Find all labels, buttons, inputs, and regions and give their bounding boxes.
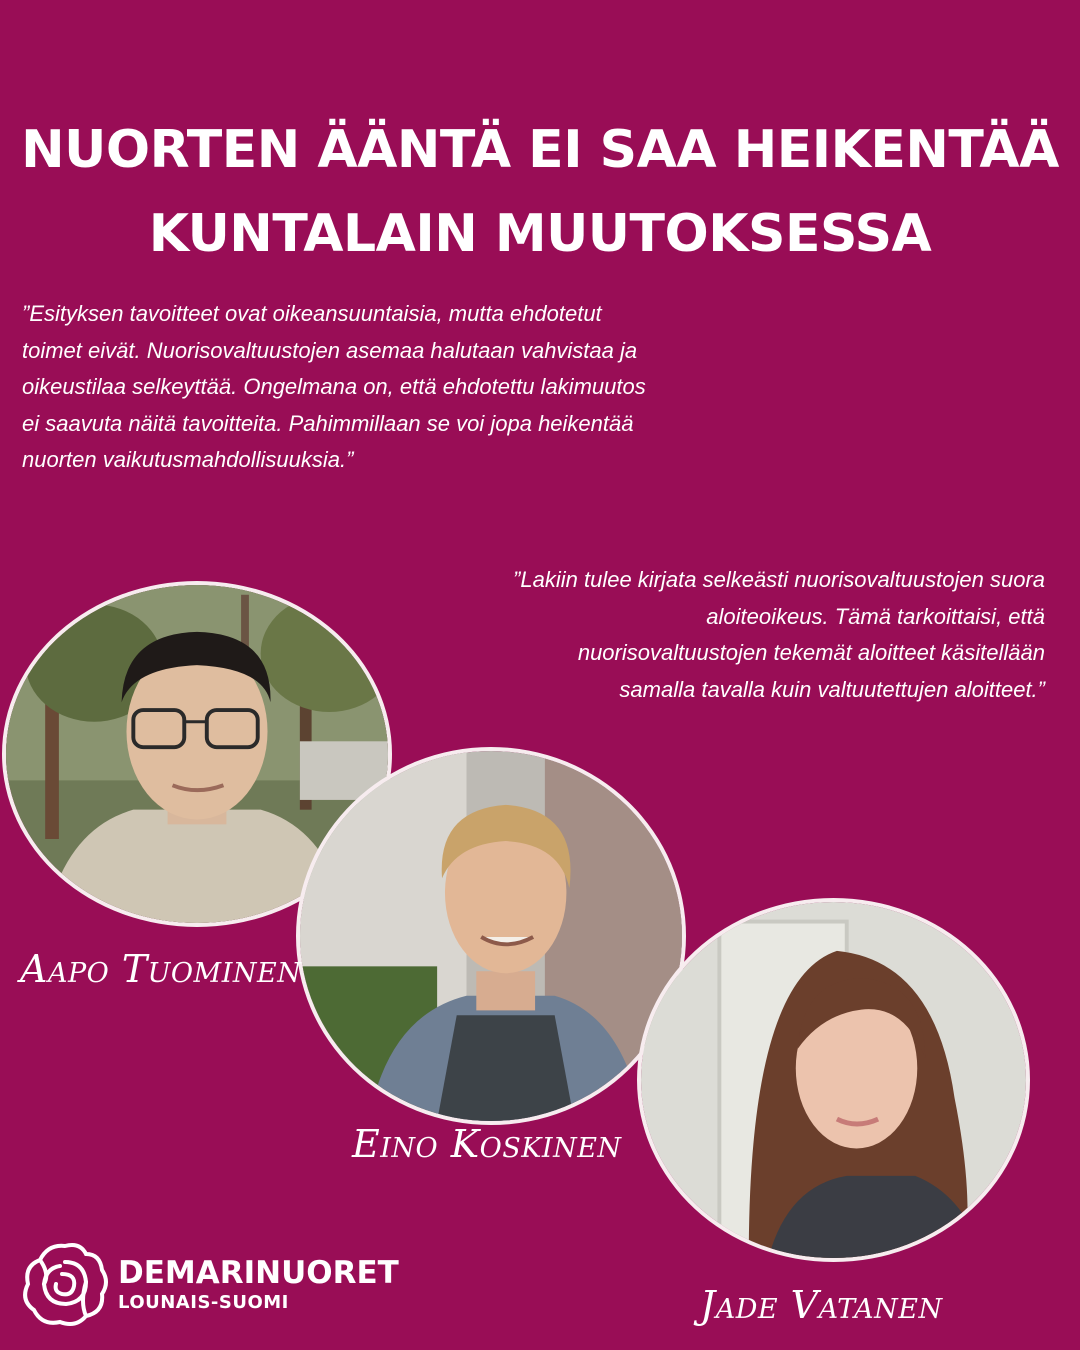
person-name: Eino Koskinen	[352, 1122, 622, 1166]
quote-2	[300, 562, 1045, 708]
organization	[118, 1255, 399, 1315]
portrait-photo-2	[296, 747, 686, 1125]
quote-1-line: oikeustilaa selkeyttää. Ongelmana on, että ehdotettu lakimuutos	[22, 374, 646, 399]
headline-line-2: KUNTALAIN MUUTOKSESSA	[148, 204, 932, 264]
quote-2-line: nuorisovaltuustojen tekemät aloitteet käsitellään	[577, 640, 1045, 665]
quote-1-line: ei saavuta näitä tavoitteita. Pahimmillaan se voi jopa heikentää	[22, 410, 634, 436]
headline	[0, 108, 1080, 276]
organization-name: DEMARINUORET	[118, 1255, 399, 1291]
organization-region: LOUNAIS-SUOMI	[118, 1292, 289, 1313]
quote-2-line: samalla tavalla kuin valtuutettujen aloitteet.”	[619, 676, 1045, 702]
quote-1-line: toimet eivät. Nuorisovaltuustojen asemaa halutaan vahvistaa ja	[22, 337, 638, 363]
person-name: Jade Vatanen	[700, 1283, 943, 1327]
quote-2-line: ”Lakiin tulee kirjata selkeästi nuorisovaltuustojen suora	[513, 567, 1045, 592]
quote-1-line: nuorten vaikutusmahdollisuuksia.”	[22, 447, 354, 472]
quote-1	[22, 296, 842, 479]
person-name: Aapo Tuominen	[20, 947, 302, 991]
quote-2-line: aloiteoikeus. Tämä tarkoittaisi, että	[706, 603, 1045, 629]
portrait-photo-3	[637, 898, 1030, 1262]
rose-icon	[20, 1240, 110, 1330]
quote-1-line: ”Esityksen tavoitteet ovat oikeansuuntaisia, mutta ehdotetut	[22, 301, 602, 326]
headline-line-1: NUORTEN ÄÄNTÄ EI SAA HEIKENTÄÄ	[21, 120, 1059, 180]
